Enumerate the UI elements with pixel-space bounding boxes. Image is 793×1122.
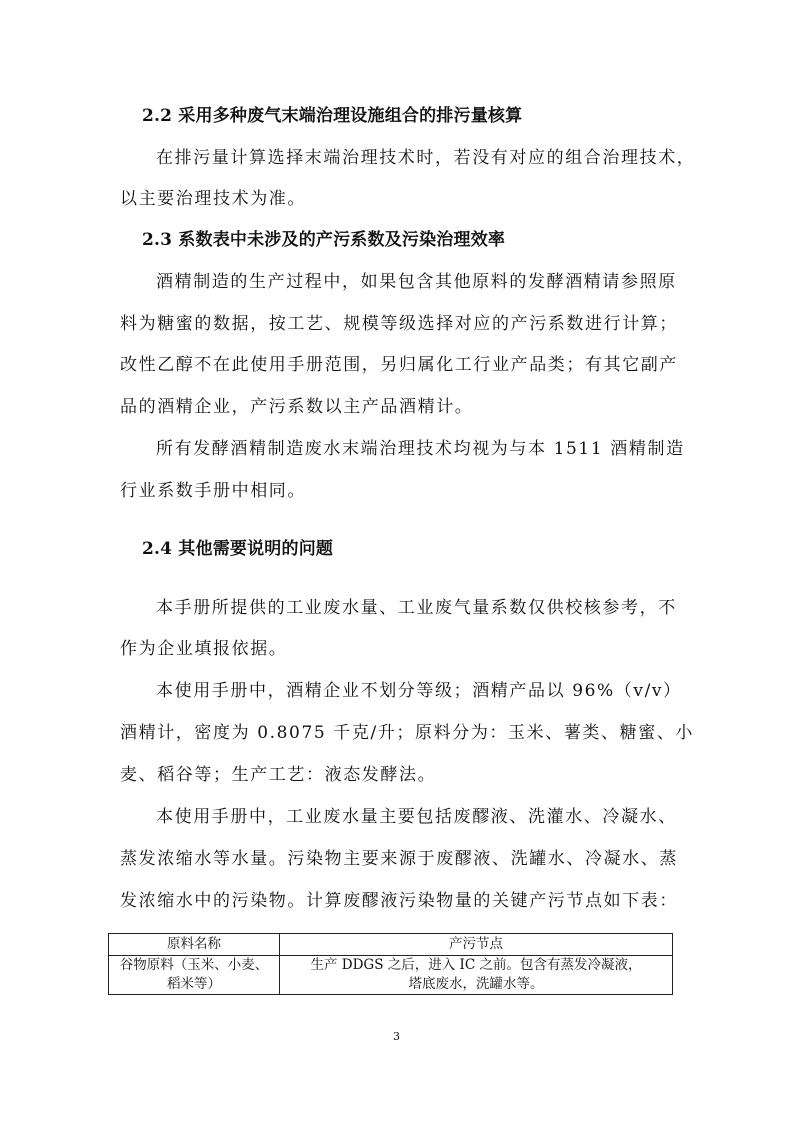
- section-2-2-heading: 2.2 采用多种废气末端治理设施组合的排污量核算: [142, 106, 523, 126]
- page-number: 3: [393, 1030, 400, 1043]
- section-2-2-line-1: 在排污量计算选择末端治理技术时，若没有对应的组合治理技术，: [156, 148, 696, 168]
- section-2-2-line-2: 以主要治理技术为准。: [120, 189, 306, 209]
- section-2-4-p3-line-2: 蒸发浓缩水等水量。污染物主要来源于废醪液、洗罐水、冷凝水、蒸: [120, 849, 678, 869]
- section-2-3-heading: 2.3 系数表中未涉及的产污系数及污染治理效率: [142, 230, 506, 250]
- section-2-3-p2-line-2: 行业系数手册中相同。: [120, 481, 306, 501]
- section-2-3-p1-line-2: 料为糖蜜的数据，按工艺、规模等级选择对应的产污系数进行计算；: [120, 314, 678, 334]
- section-2-4-p2-line-3: 麦、稻谷等；生产工艺：液态发酵法。: [120, 765, 437, 785]
- node-line-2: 塔底废水，洗罐水等。: [408, 976, 544, 992]
- section-2-4-p1-line-2: 作为企业填报依据。: [120, 639, 288, 659]
- pollution-node-table: [108, 933, 673, 995]
- section-2-4-p1-line-1: 本手册所提供的工业废水量、工业废气量系数仅供校核参考，不: [156, 598, 677, 618]
- table-cell-node: [280, 956, 673, 995]
- table-header-material: 原料名称: [109, 934, 280, 956]
- section-2-3-p1-line-4: 品的酒精企业，产污系数以主产品酒精计。: [120, 397, 474, 417]
- section-2-4-p3-line-1: 本使用手册中，工业废水量主要包括废醪液、洗灌水、冷凝水、: [156, 807, 677, 827]
- table-row: [109, 956, 673, 995]
- section-2-3-p2-line-1: 所有发酵酒精制造废水末端治理技术均视为与本 1511 酒精制造: [156, 439, 685, 459]
- section-2-4-p3-line-3: 发浓缩水中的污染物。计算废醪液污染物量的关键产污节点如下表：: [120, 891, 678, 911]
- table-cell-material: [109, 956, 280, 995]
- section-2-3-p1-line-3: 改性乙醇不在此使用手册范围，另归属化工行业产品类；有其它副产: [120, 355, 678, 375]
- section-2-4-p2-line-1: 本使用手册中，酒精企业不划分等级；酒精产品以 96%（v/v）: [156, 681, 682, 701]
- section-2-3-p1-line-1: 酒精制造的生产过程中，如果包含其他原料的发酵酒精请参照原: [156, 272, 677, 292]
- material-line-1: 谷物原料（玉米、小麦、: [119, 957, 269, 973]
- section-2-4-p2-line-2: 酒精计，密度为 0.8075 千克/升；原料分为：玉米、薯类、糖蜜、小: [120, 723, 695, 743]
- table-header-node: 产污节点: [280, 934, 673, 956]
- material-line-2: 稻米等）: [167, 976, 221, 992]
- table-header-row: [109, 934, 673, 956]
- node-line-1: 生产 DDGS 之后，进入 IC 之前。包含有蒸发冷凝液，: [310, 957, 642, 973]
- section-2-4-heading: 2.4 其他需要说明的问题: [142, 539, 334, 559]
